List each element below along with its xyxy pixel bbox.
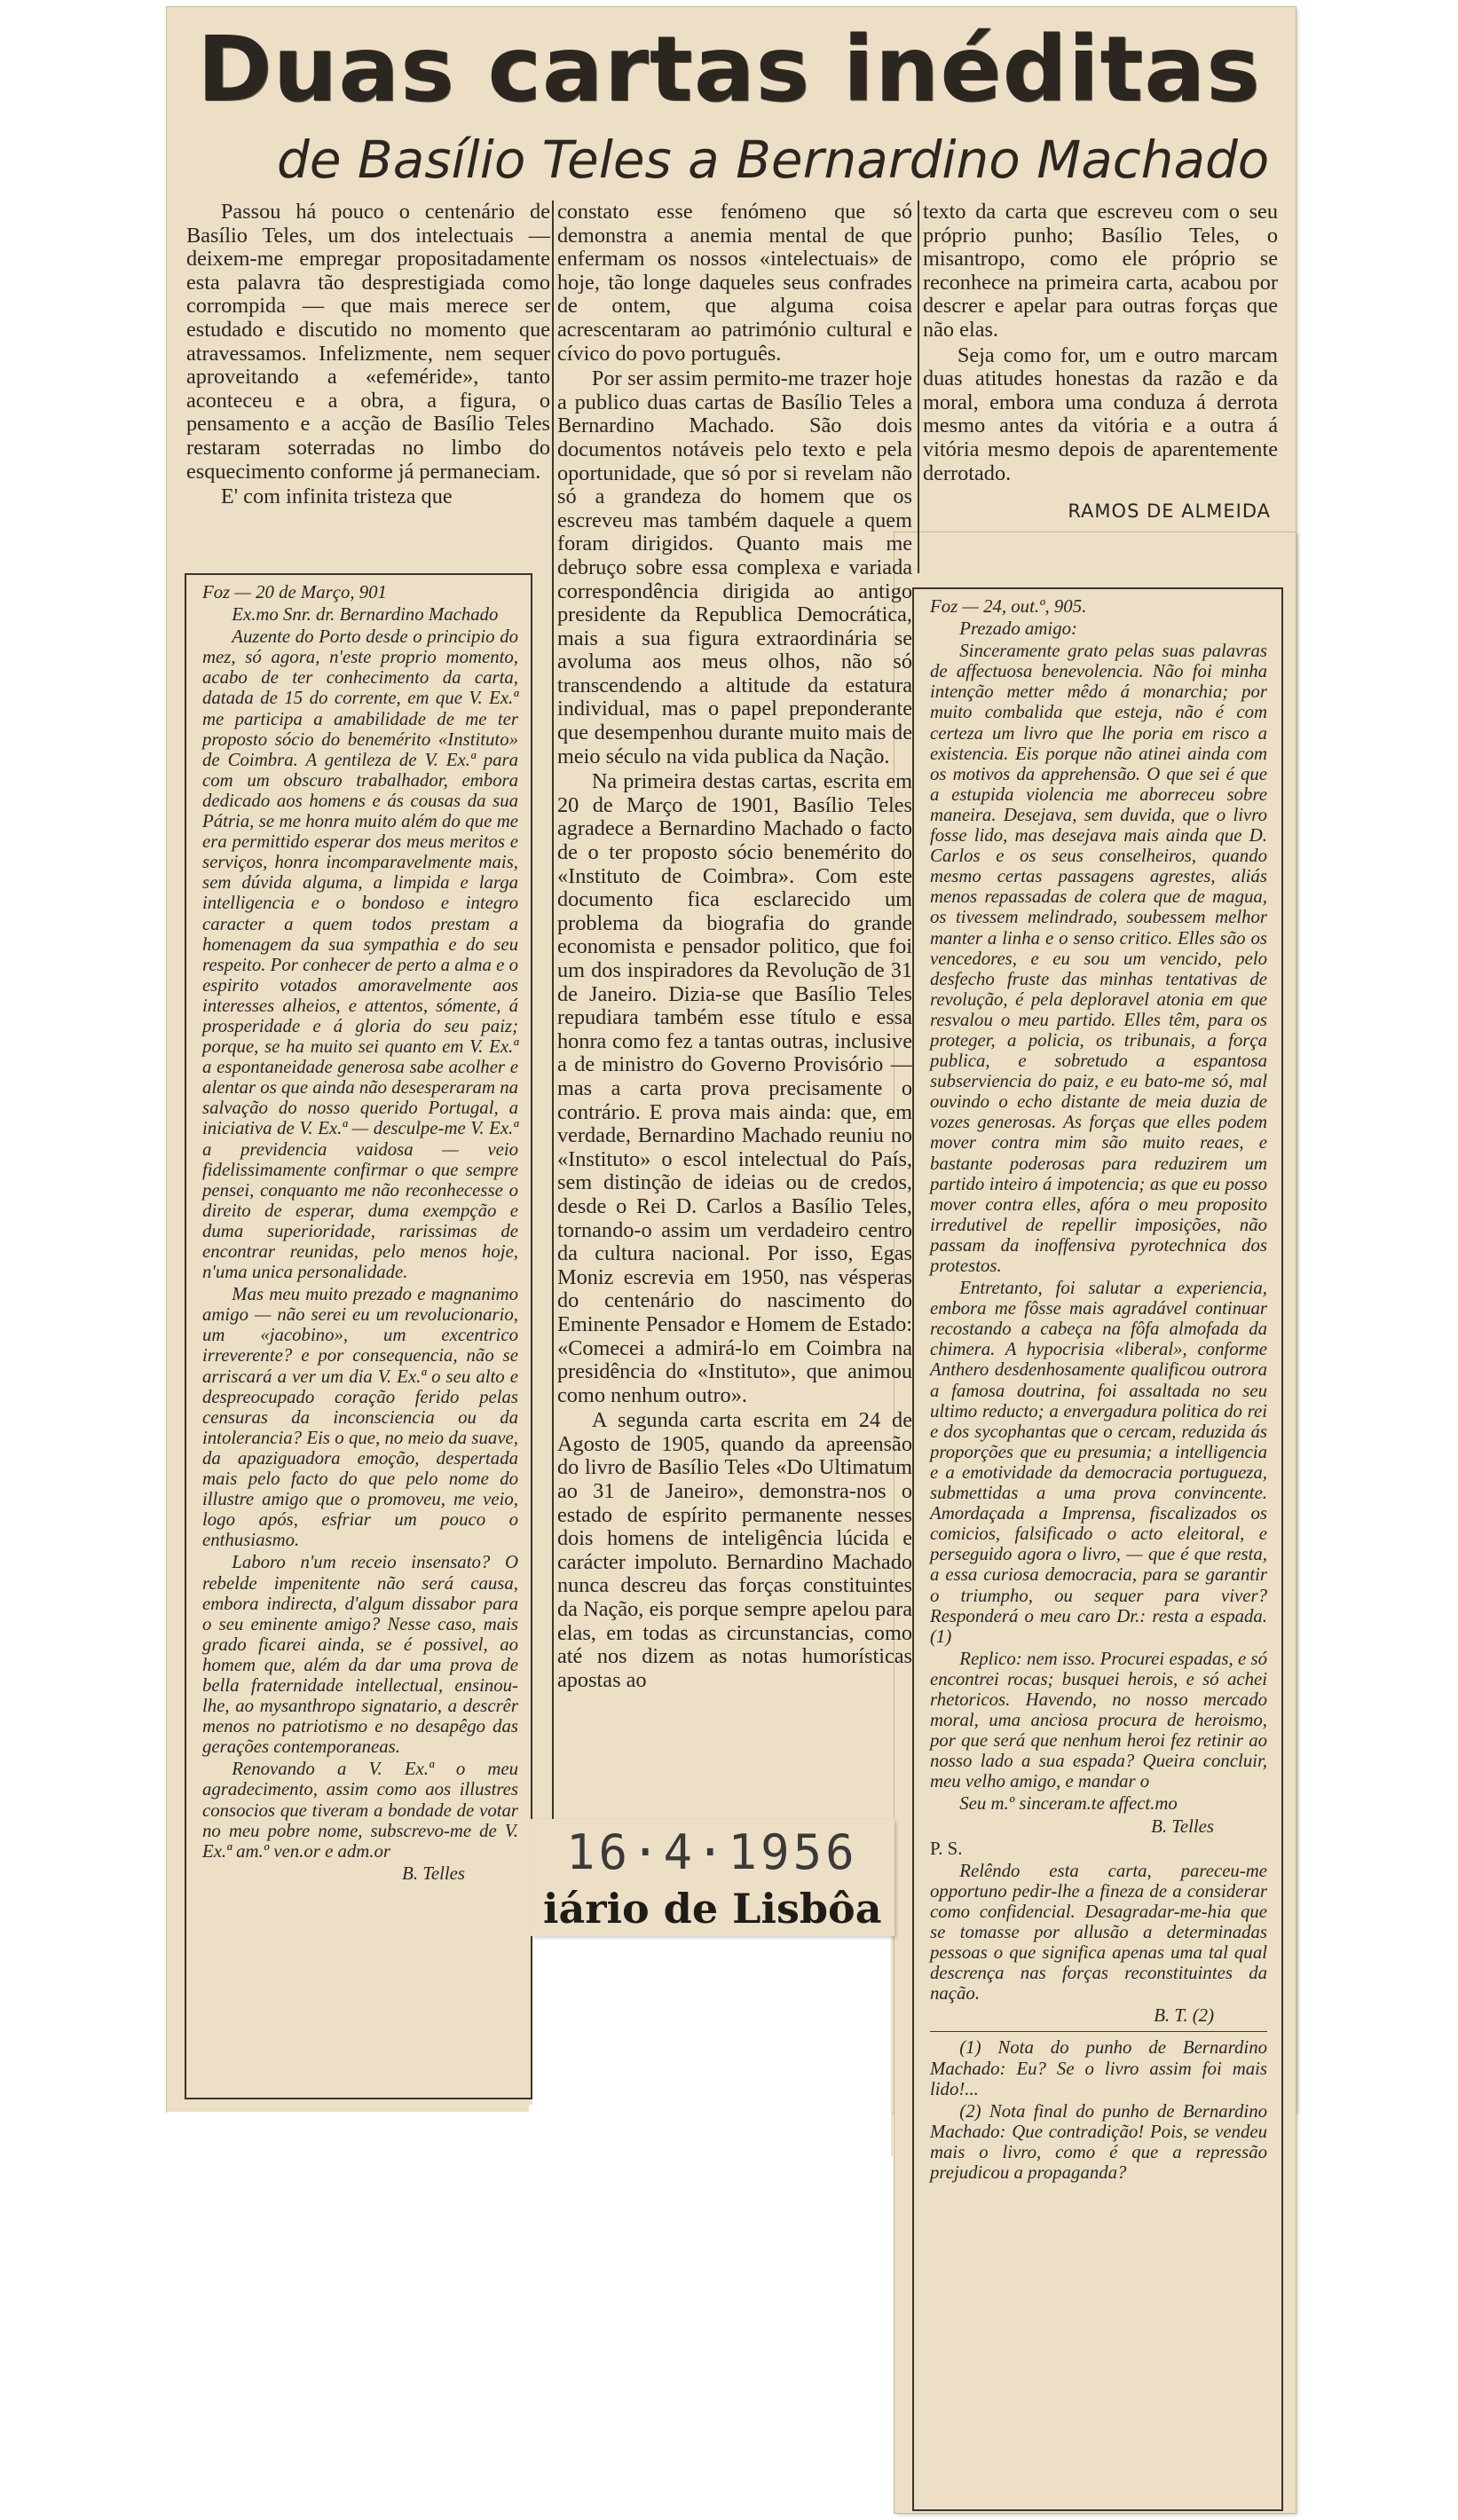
letter-2-ps-signature: B. T. (2) xyxy=(1154,2005,1214,2027)
author-byline: RAMOS DE ALMEIDA xyxy=(1068,500,1271,523)
letter-1-paragraph: Auzente do Porto desde o principio do mez, só agora, n'este proprio momento, acabo de ter conhecimento da carta, datada de 15 do corrente, em que V. Ex.ª me participa a amabilidade de me ter proposto sócio do benemérito «Instituto» de Coimbra. A gentileza de V. Ex.ª para com um obscuro trabalhador, embora dedicado aos homens e ás cousas da sua Pátria, se me honra muito além do que me era permittido esperar dos meus meritos e serviços, honra incomparavelmente mais, sem dúvida alguma, a limpida e larga intelligencia e o bondoso e integro caracter a quem todos prestam a homenagem da sua sympathia e do seu respeito. Por conhecer de perto a alma e o espirito votados amoravelmente aos interesses alheios, e attentos, sómente, á prosperidade e á gloria do seu paiz; porque, se ha muito sei quanto em V. Ex.ª a espontaneidade generosa sabe acolher e alentar os que ainda não desesperaram na salvação do nosso querido Portugal, a iniciativa de V. Ex.ª — desculpe-me V. Ex.ª a previdencia vaidosa — veio fidelissimamente confirmar o que sempre pensei, conquanto me não reconhecesse o direito de esperar, duma exempção e duma superioridade, rarissimas de encontrar reunidas, pelo menos hoje, n'uma unica personalidade. xyxy=(202,626,518,1283)
newspaper-name: iário de Lisbôa xyxy=(543,1885,882,1933)
divider xyxy=(930,2031,1267,2032)
letter-2-salutation: Prezado amigo: xyxy=(959,618,1077,640)
letter-1-header: Foz — 20 de Março, 901 xyxy=(202,582,387,602)
letter-2-ps-label: P. S. xyxy=(930,1838,963,1859)
article-paragraph: constato esse fenómeno que só demonstra a anemia mental de que enfermam os nossos «intelectuais» de hoje, tão longe daqueles seus confrades de ontem, que alguma coisa acrescentaram ao património cultural e cívico do povo português. xyxy=(557,200,912,366)
newspaper-fragment xyxy=(531,1819,895,1936)
column-rule xyxy=(918,201,919,573)
letter-2 xyxy=(930,596,1267,2185)
article-paragraph: E' com infinita tristeza que xyxy=(220,484,453,509)
letter-1-paragraph: Mas meu muito prezado e magnanimo amigo — não serei eu um revolucionario, um «jacobino», um excentrico irreverente? e por consequencia, não se arriscará a ver um dia V. Ex.ª o seu alto e despreocupado coração ferido pelas censuras da inconsciencia ou da intolerancia? Eis o que, no meio da suave, da apaziguadora emoção, despertada mais pelo facto do que pelo nome do illustre amigo que o promoveu, me veio, logo após, esfriar um pouco o enthusiasmo. xyxy=(202,1284,518,1551)
article-column-1 xyxy=(186,201,550,511)
column-rule xyxy=(552,201,554,1860)
letter-1-signature: B. Telles xyxy=(402,1862,465,1884)
letter-2-paragraph: Sinceramente grato pelas suas palavras de affectuosa benevolencia. Não foi minha intenção metter mêdo á monarchia; por muito combalida que esteja, não é com certeza um livro que lhe poria em risco a existencia. Eis porque não atinei ainda com os motivos da apprehensão. O que sei é que a estupida violencia me aborreceu sobre maneira. Desejava, sem duvida, que o livro fosse lido, mas desejava mais ainda que D. Carlos e os seus conselheiros, quando mesmo certas passagens agrestes, aliás menos repassadas de colera que de magua, os tivessem melindrado, soubessem melhor manter a linha e o senso critico. Elles são os vencedores, e eu sou um vencido, pelo desfecho fruste das minhas tentativas de revolução, é pela deploravel atonia em que resvalou o meu partido. Elles têm, para os proteger, a policia, os tribunais, a força publica, e sobretudo a espantosa subserviencia do paiz, e eu bato-me só, mal ouvindo o echo distante de meia duzia de vozes generosas. As forças que elles podem mover contra mim são muito reaes, e bastante poderosas para reduzirem um partido inteiro á impotencia; as que eu posso mover contra elles, afóra o meu proposito irredutivel de repellir imposições, não passam da inoffensiva pyrotechnica dos protestos. xyxy=(930,641,1267,1276)
article-paragraph: Na primeira destas cartas, escrita em 20 de Março de 1901, Basílio Teles agradece a Bernardino Machado o facto de o ter proposto sócio benemérito do «Instituto de Coimbra». Com este documento fica esclarecido um problema da biografia do grande economista e pensador politico, que foi um dos inspiradores da Revolução de 31 de Janeiro. Dizia-se que Basílio Teles repudiara também esse título e essa honra como fez a tantas outras, inclusive a de ministro do Governo Provisório — mas a carta prova precisamente o contrário. E prova mais ainda: que, em verdade, Bernardino Machado reuniu no «Instituto» o escol intelectual do País, sem distinção de ideias ou de credos, desde o Rei D. Carlos a Basílio Teles, tornando-o assim um verdadeiro centro da cultura nacional. Por isso, Egas Moniz escrevia em 1950, nas vésperas do centenário do nascimento do Eminente Pensador e Homem de Estado: «Comecei a admirá-lo em Coimbra na presidência do «Instituto», que animou como nenhum outro». xyxy=(557,769,912,1407)
article-column-2 xyxy=(557,201,912,1694)
article-paragraph: Seja como for, um e outro marcam duas atitudes honestas da razão e da moral, embora uma conduza á derrota mesmo antes da vitória e a outra á vitória mesmo depois de aparentemente derrotado. xyxy=(923,343,1278,485)
article-paragraph: A segunda carta escrita em 24 de Agosto de 1905, quando da apreensão do livro de Basílio Teles «Do Ultimatum ao 31 de Janeiro», demonstra-nos o estado de espírito permanente nesses dois homens de inteligência lúcida e carácter impoluto. Bernardino Machado nunca descreu das forças constituintes da Nação, eis porque sempre apelou para elas, em todas as circunstancias, como até nos dizem as notas humorísticas apostas ao xyxy=(557,1408,912,1692)
article-column-3 xyxy=(923,201,1278,524)
letter-1-paragraph: Laboro n'um receio insensato? O rebelde impenitente não será causa, embora indirecta, d'algum dissabor para o seu eminente amigo? Nesse caso, mais grado ficarei ainda, se é possivel, ao homem que, além da dar uma prova de bella fraternidade intellectual, ensinou-lhe, ao mysanthropo signatario, a descrêr menos no patriotismo e no desapêgo das gerações contemporaneas. xyxy=(202,1552,518,1758)
letter-1-paragraph: Renovando a V. Ex.ª o meu agradecimento, assim como aos illustres consocios que tiveram a bondade de votar no meu pobre nome, subscrevo-me de V. Ex.ª am.º ven.or e adm.or xyxy=(202,1759,518,1862)
letter-1-salutation: Ex.mo Snr. dr. Bernardino Machado xyxy=(232,604,499,626)
letter-1 xyxy=(202,582,518,1886)
subheadline: de Basílio Teles a Bernardino Machado xyxy=(277,130,1270,190)
article-paragraph: Por ser assim permito-me trazer hoje a publico duas cartas de Basílio Teles a Bernardino Machado. São dois documentos notáveis pelo texto e pela oportunidade, que só por si revelam não só a grandeza do homem que os escreveu mas também daquele a quem foram dirigidos. Quanto mais me debruço sobre essa complexa e variada correspondência dirigida ao antigo presidente da Republica Democrática, mais a sua figura extraordinária se avoluma aos meus olhos, não só transcendendo a altitude da estatura individual, mas o papel preponderante que desempenhou durante muito mais de meio século na vida publica da Nação. xyxy=(557,366,912,768)
footnote: (2) Nota final do punho de Bernardino Machado: Que contradição! Pois, se vendeu mais o livro, como é que a repressão prejudicou a propaganda? xyxy=(930,2100,1267,2184)
article-paragraph: Passou há pouco o centenário de Basílio Teles, um dos intelectuais — deixem-me empregar propositadamente esta palavra tão desprestigiada como corrompida — que mais merece ser estudado e discutido no momento que atravessamos. Infelizmente, nem sequer aproveitando a «efeméride», tanto aconteceu e a obra, a figura, o pensamento e a acção de Basílio Teles restaram soterradas no limbo do esquecimento conforme já permaneciam. xyxy=(186,200,550,484)
article-paragraph: texto da carta que escreveu com o seu próprio punho; Basílio Teles, o misantropo, como ele próprio se reconhece na primeira carta, acabou por descrer e apelar para outras forças que não elas. xyxy=(923,200,1278,342)
letter-2-paragraph: Entretanto, foi salutar a experiencia, embora me fôsse mais agradável continuar recostando a cabeça na fôfa almofada da chimera. A hypocrisia «liberal», conforme Anthero desdenhosamente qualificou outrora a famosa doutrina, foi assaltada no seu ultimo reducto; a envergadura politica do rei e dos sycophantas que o cercam, reduzida ás proporções que eu presumia; a intelligencia e a emotividade da democracia portugueza, submettidas a uma prova convincente. Amordaçada a Imprensa, fiscalizados os comicios, falsificado o acto eleitoral, e perseguido agora o livro, — que é que resta, a essa curiosa democracia, para se garantir o triumpho, ou sequer para viver? Responderá o meu caro Dr.: resta a espada. (1) xyxy=(930,1278,1267,1647)
date-stamp: 16·4·1956 xyxy=(566,1824,858,1880)
letter-2-ps-body: Relêndo esta carta, pareceu-me opportuno pedir-lhe a fineza de a considerar como confidencial. Desagradar-me-hia que se tomasse por allusão a determinadas pessoas o que significa apenas uma tal qual descrença nas forças reconstituintes da nação. xyxy=(930,1860,1267,2004)
letter-2-header: Foz — 24, out.º, 905. xyxy=(930,596,1087,617)
letter-2-paragraph: Replico: nem isso. Procurei espadas, e só encontrei rocas; busquei herois, e só achei rhetoricos. Havendo, no nosso mercado moral, uma anciosa procura de heroismo, por que será que nenhum heroi fez retinir ao nosso lado a sua espada? Queira concluir, meu velho amigo, e mandar o xyxy=(930,1648,1267,1792)
letter-2-signature: B. Telles xyxy=(1151,1815,1214,1837)
headline: Duas cartas inéditas xyxy=(197,17,1261,122)
footnote: (1) Nota do punho de Bernardino Machado: Eu? Se o livro assim foi mais lido!... xyxy=(930,2037,1267,2099)
letter-2-paragraph: Seu m.º sinceram.te affect.mo xyxy=(959,1793,1178,1815)
